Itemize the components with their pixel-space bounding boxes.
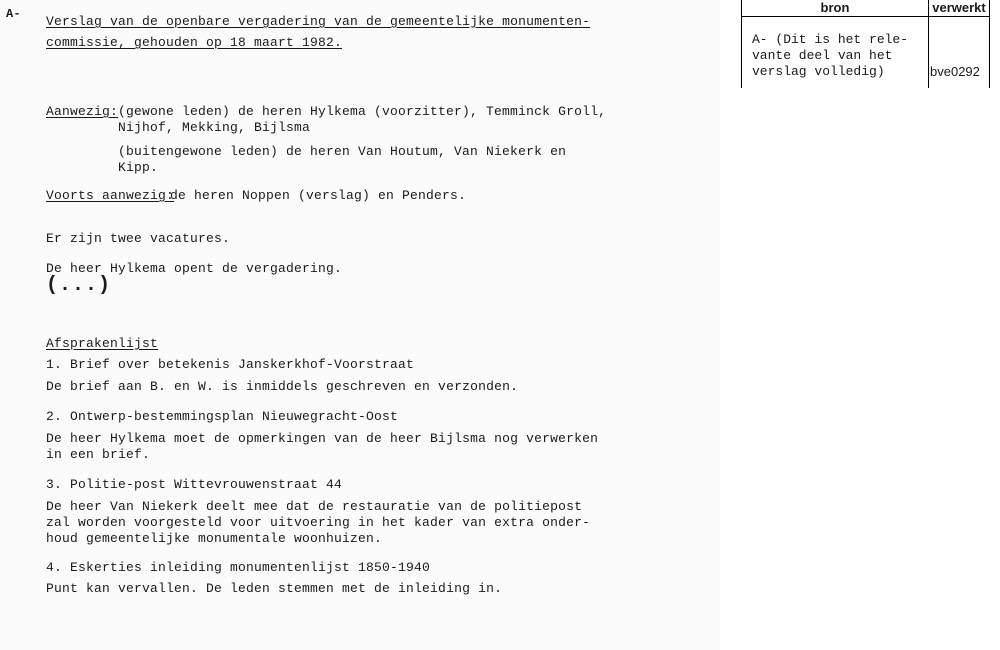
item-3-text-line-3: houd gemeentelijke monumentale woonhuizen.: [46, 531, 383, 546]
item-2-text-line-2: in een brief.: [46, 447, 151, 462]
opening-text: De heer Hylkema opent de vergadering.: [46, 261, 343, 276]
aanwezig-label: Aanwezig:: [46, 104, 119, 119]
aanwezig-line-4: Kipp.: [118, 160, 159, 175]
voorts-aanwezig-label: Voorts aanwezig:: [46, 188, 175, 203]
aanwezig-line-2: Nijhof, Mekking, Bijlsma: [118, 120, 311, 135]
item-3-title: 3. Politie-post Wittevrouwenstraat 44: [46, 477, 343, 492]
report-title-line-2: commissie, gehouden op 18 maart 1982.: [46, 35, 343, 50]
item-2-title: 2. Ontwerp-bestemmingsplan Nieuwegracht-Oost: [46, 409, 399, 424]
section-marker: A-: [6, 7, 21, 21]
source-reference-table: [741, 0, 990, 88]
item-3-text-line-2: zal worden voorgesteld voor uitvoering in het kader van extra onder-: [46, 515, 591, 530]
bron-cell: A- (Dit is het rele- vante deel van het verslag volledig): [752, 32, 909, 79]
item-4-text-line-1: Punt kan vervallen. De leden stemmen met de inleiding in.: [46, 581, 503, 596]
report-title-line-1: Verslag van de openbare vergadering van de gemeentelijke monumenten-: [46, 14, 591, 29]
item-1-title: 1. Brief over betekenis Janskerkhof-Voorstraat: [46, 357, 415, 372]
header-bron: bron: [820, 0, 850, 15]
table-header-row: [742, 0, 989, 17]
verwerkt-cell: bve0292: [930, 64, 980, 79]
aanwezig-line-3: (buitengewone leden) de heren Van Houtum, Van Niekerk en: [118, 144, 567, 159]
item-4-title: 4. Eskerties inleiding monumentenlijst 1850-1940: [46, 560, 431, 575]
column-divider: [928, 0, 929, 88]
item-3-text-line-1: De heer Van Niekerk deelt mee dat de restauratie van de politiepost: [46, 499, 583, 514]
item-1-text-line-1: De brief aan B. en W. is inmiddels geschreven en verzonden.: [46, 379, 519, 394]
aanwezig-line-1: (gewone leden) de heren Hylkema (voorzitter), Temminck Groll,: [118, 104, 607, 119]
voorts-aanwezig-text: de heren Noppen (verslag) en Penders.: [170, 188, 467, 203]
vacatures-text: Er zijn twee vacatures.: [46, 231, 231, 246]
afsprakenlijst-heading: Afsprakenlijst: [46, 336, 159, 351]
omission-ellipsis: (...): [46, 274, 112, 297]
header-verwerkt: verwerkt: [932, 0, 986, 15]
item-2-text-line-1: De heer Hylkema moet de opmerkingen van de heer Bijlsma nog verwerken: [46, 431, 599, 446]
